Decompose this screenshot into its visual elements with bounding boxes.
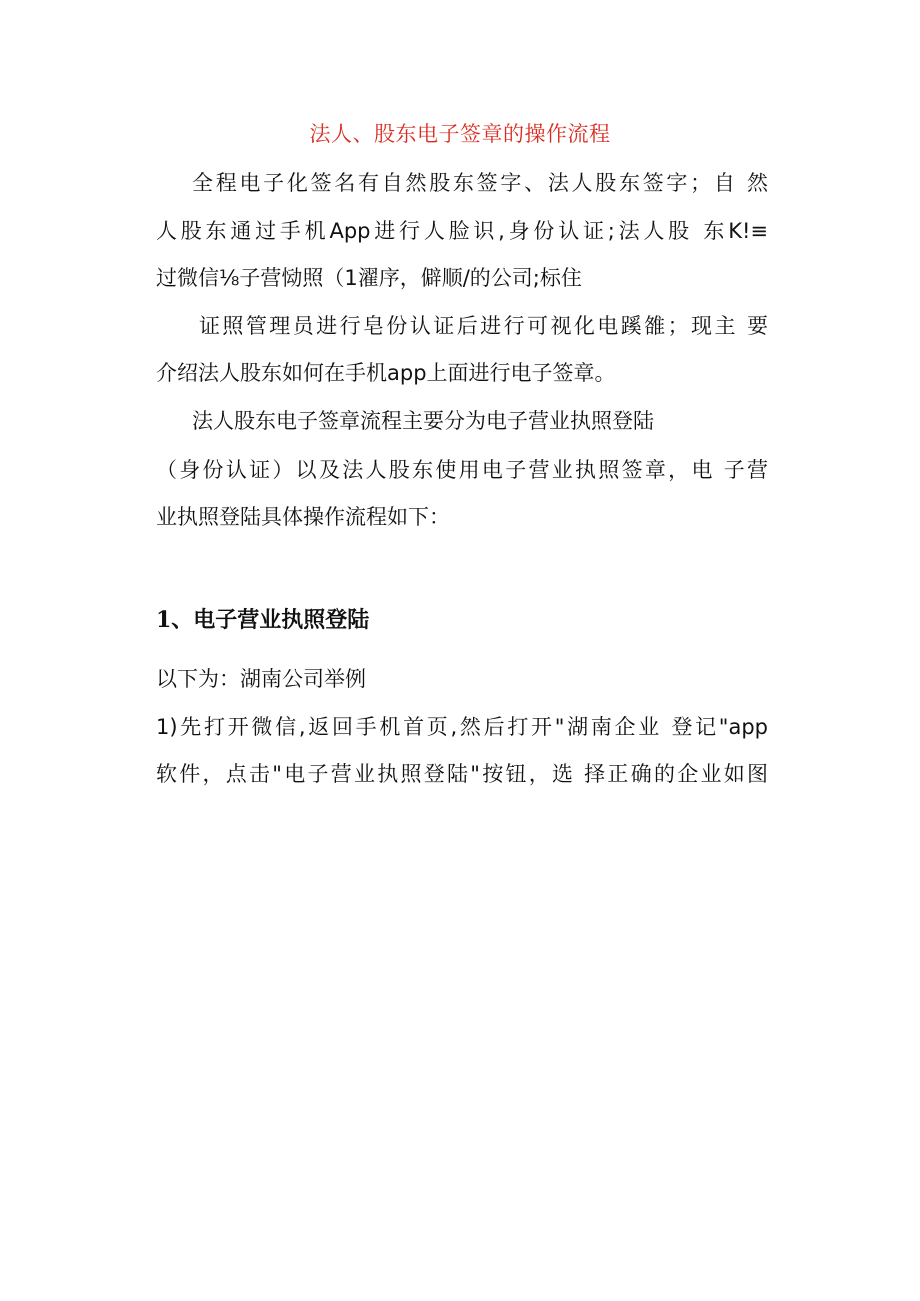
intro-line-2: 人股东通过手机App进行人脸识,身份认证;法人股 东K!≡ [156, 219, 768, 243]
intro-line-3: 过微信⅛子营恸照（1濯序，僻顺/的公司;标住 [156, 266, 582, 290]
example-line: 以下为：湖南公司举例 [156, 667, 366, 691]
document-title: 法人、股东电子签章的操作流程 [309, 122, 611, 146]
process-line-2: （身份认证）以及法人股东使用电子营业执照签章，电 子营 [156, 458, 768, 482]
intro-line-5: 介绍法人股东如何在手机app上面进行电子签章。 [156, 361, 616, 385]
process-line-1: 法人股东电子签章流程主要分为电子营业执照登陆 [192, 409, 654, 433]
step1-line-1: 1)先打开微信,返回手机首页,然后打开"湖南企业 登记"app [156, 715, 768, 739]
intro-line-4: 证照管理员进行皂份认证后进行可视化电蹊雒；现主 要 [199, 314, 768, 338]
section-heading: 1、电子营业执照登陆 [156, 607, 370, 633]
process-line-3: 业执照登陆具体操作流程如下： [156, 505, 450, 529]
step1-line-2: 软件，点击"电子营业执照登陆"按钮，选 择正确的企业如图 [156, 762, 768, 786]
intro-line-1: 全程电子化签名有自然股东签字、法人股东签字；自 然 [192, 171, 768, 195]
